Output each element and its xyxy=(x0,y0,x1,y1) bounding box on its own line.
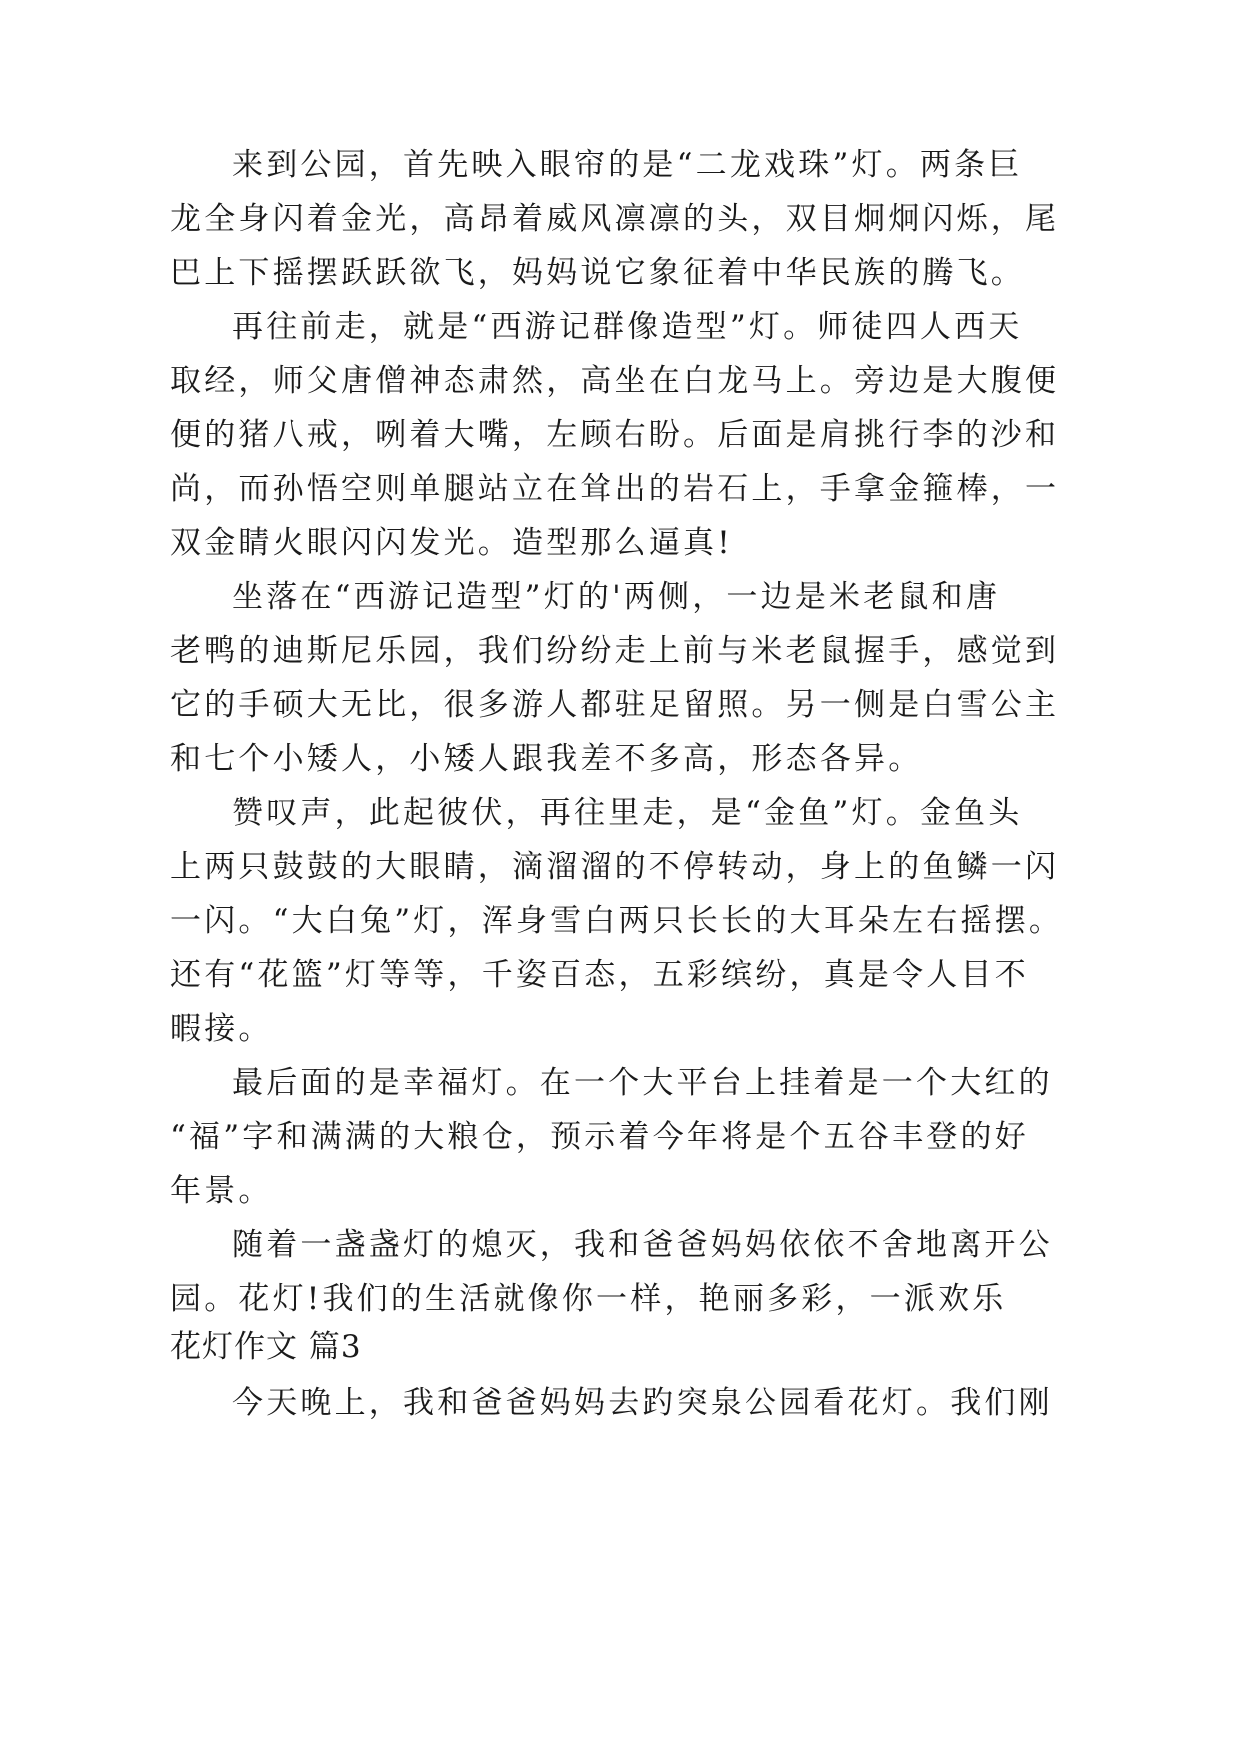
section-heading: 花灯作文 篇3 xyxy=(170,1329,362,1365)
paragraph-1-line-3: 巴上下摇摆跃跃欲飞，妈妈说它象征着中华民族的腾飞。 xyxy=(170,255,1025,291)
paragraph-2-line-2: 取经，师父唐僧神态肃然，高坐在白龙马上。旁边是大腹便 xyxy=(170,363,1060,399)
paragraph-2-line-3: 便的猪八戒，咧着大嘴，左顾右盼。后面是肩挑行李的沙和 xyxy=(170,417,1060,453)
paragraph-4-line-1: 赞叹声，此起彼伏，再往里走，是“金鱼”灯。金鱼头 xyxy=(232,795,1023,831)
paragraph-2-line-1: 再往前走，就是“西游记群像造型”灯。师徒四人西天 xyxy=(232,309,1023,345)
paragraph-6-line-2: 园。花灯!我们的生活就像你一样，艳丽多彩，一派欢乐 xyxy=(170,1281,1007,1317)
paragraph-3-line-2: 老鸭的迪斯尼乐园，我们纷纷走上前与米老鼠握手，感觉到 xyxy=(170,633,1060,669)
paragraph-3-line-3: 它的手硕大无比，很多游人都驻足留照。另一侧是白雪公主 xyxy=(170,687,1060,723)
paragraph-4-line-5: 暇接。 xyxy=(170,1011,273,1047)
paragraph-1-line-2: 龙全身闪着金光，高昂着威风凛凛的头，双目炯炯闪烁，尾 xyxy=(170,201,1060,237)
paragraph-2-line-4: 尚，而孙悟空则单腿站立在耸出的岩石上，手拿金箍棒，一 xyxy=(170,471,1060,507)
paragraph-7-line-1: 今天晚上，我和爸爸妈妈去趵突泉公园看花灯。我们刚 xyxy=(232,1385,1053,1421)
paragraph-4-line-2: 上两只鼓鼓的大眼睛，滴溜溜的不停转动，身上的鱼鳞一闪 xyxy=(170,849,1060,885)
paragraph-3-line-1: 坐落在“西游记造型”灯的'两侧，一边是米老鼠和唐 xyxy=(232,579,1001,615)
paragraph-2-line-5: 双金睛火眼闪闪发光。造型那么逼真! xyxy=(170,525,733,561)
paragraph-1-line-1: 来到公园，首先映入眼帘的是“二龙戏珠”灯。两条巨 xyxy=(232,147,1023,183)
paragraph-5-line-1: 最后面的是幸福灯。在一个大平台上挂着是一个大红的 xyxy=(232,1065,1053,1101)
paragraph-3-line-4: 和七个小矮人，小矮人跟我差不多高，形态各异。 xyxy=(170,741,923,777)
paragraph-6-line-1: 随着一盏盏灯的熄灭，我和爸爸妈妈依依不舍地离开公 xyxy=(232,1227,1053,1263)
paragraph-5-line-3: 年景。 xyxy=(170,1173,273,1209)
paragraph-5-line-2: “福”字和满满的大粮仓，预示着今年将是个五谷丰登的好 xyxy=(170,1119,1029,1155)
paragraph-4-line-3: 一闪。“大白兔”灯，浑身雪白两只长长的大耳朵左右摇摆。 xyxy=(170,903,1064,939)
paragraph-4-line-4: 还有“花篮”灯等等，千姿百态，五彩缤纷，真是令人目不 xyxy=(170,957,1029,993)
